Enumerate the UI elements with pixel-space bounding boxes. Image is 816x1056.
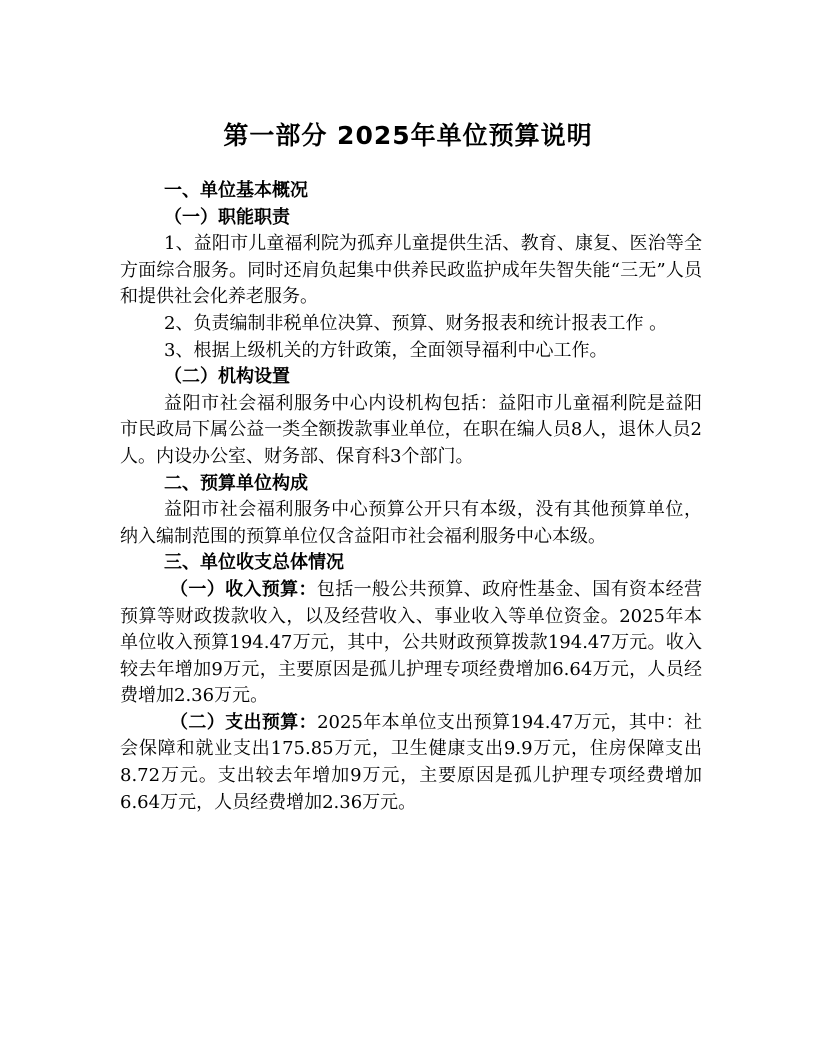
subheading-functions: （一）职能职责 <box>164 206 290 228</box>
section-heading-income-expense: 三、单位收支总体情况 <box>164 552 344 574</box>
section-heading-budget-units: 二、预算单位构成 <box>164 472 308 494</box>
income-budget-lead: （一）收入预算： <box>170 578 317 600</box>
subheading-organization: （二）机构设置 <box>164 366 290 388</box>
page-title: 第一部分 2025年单位预算说明 <box>223 121 593 150</box>
paragraph-expense-budget <box>120 710 702 816</box>
income-budget-text: 包括一般公共预算、政府性基金、国有资本经营预算等财政拨款收入，以及经营收入、事业收入等单位资金。2025年本单位收入预算194.47万元，其中，公共财政预算拨款194.47万元。收入较去年增加9万元，主要原因是孤儿护理专项经费增加6.64万元，人员经费增加2.36万元。 <box>120 578 703 707</box>
expense-budget-lead: （二）支出预算： <box>170 711 318 733</box>
paragraph-organization: 益阳市社会福利服务中心内设机构包括：益阳市儿童福利院是益阳市民政局下属公益一类全额拨款事业单位，在职在编人员8人，退休人员2人。内设办公室、财务部、保育科3个部门。 <box>120 392 702 467</box>
paragraph-budget-units: 益阳市社会福利服务中心预算公开只有本级，没有其他预算单位，纳入编制范围的预算单位仅含益阳市社会福利服务中心本级。 <box>120 499 702 547</box>
document-body <box>120 178 702 816</box>
paragraph-function-2: 2、负责编制非税单位决算、预算、财务报表和统计报表工作 。 <box>164 312 668 334</box>
paragraph-function-1: 1、益阳市儿童福利院为孤弃儿童提供生活、教育、康复、医治等全方面综合服务。同时还肩负起集中供养民政监护成年失智失能“三无”人员和提供社会化养老服务。 <box>120 233 702 308</box>
section-heading-basic-overview: 一、单位基本概况 <box>164 180 308 201</box>
expense-budget-text: 2025年本单位支出预算194.47万元，其中：社会保障和就业支出175.85万元，卫生健康支出9.9万元，住房保障支出8.72万元。支出较去年增加9万元，主要原因是孤儿护理专项经费增加6.64万元，人员经费增加2.36万元。 <box>120 711 703 813</box>
paragraph-income-budget <box>120 577 702 710</box>
paragraph-function-3: 3、根据上级机关的方针政策，全面领导福利中心工作。 <box>164 339 608 361</box>
